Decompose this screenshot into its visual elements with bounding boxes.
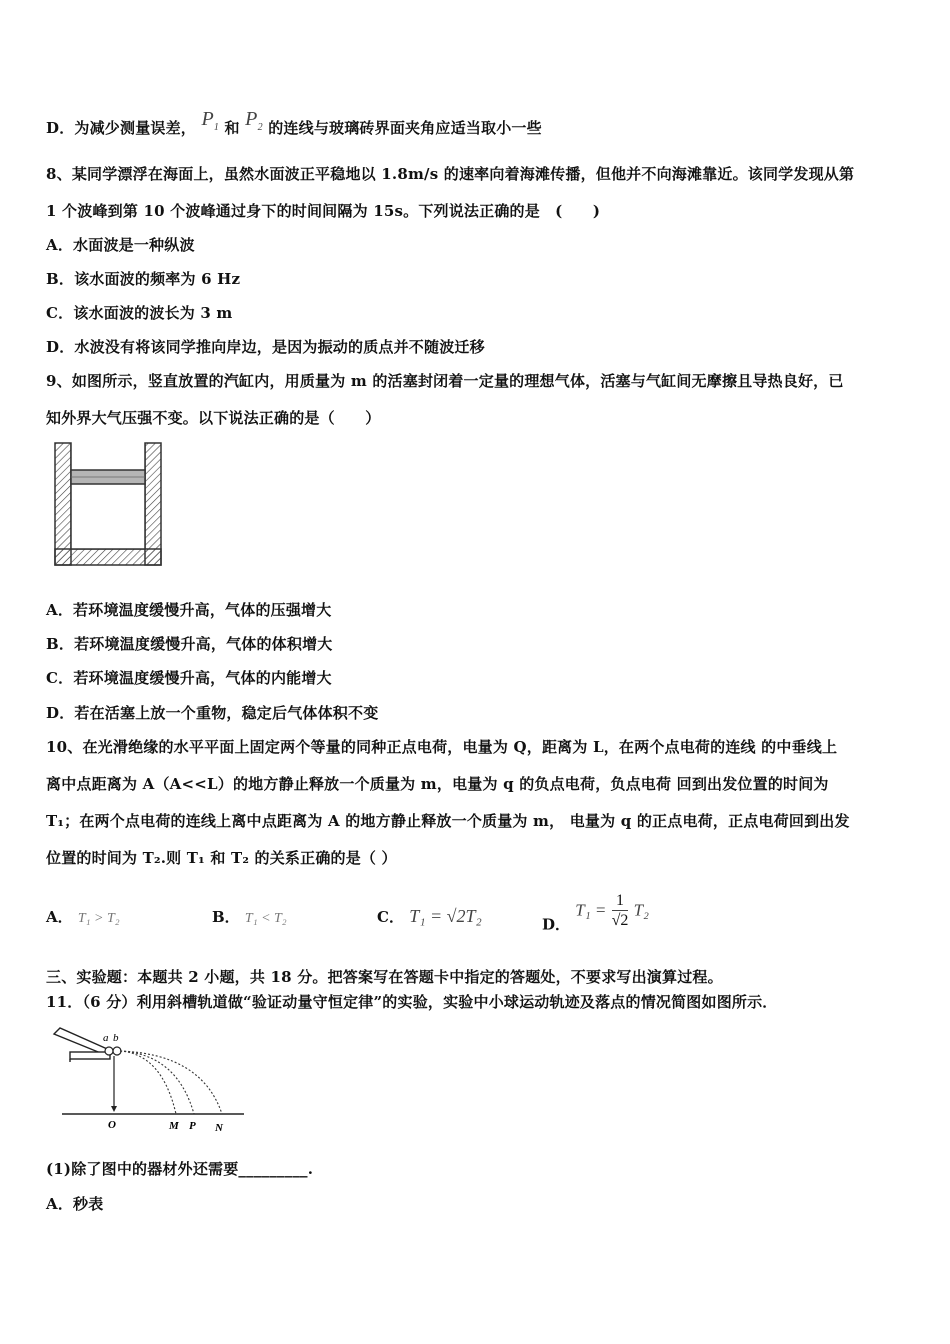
ball-b bbox=[113, 1047, 121, 1055]
q11-option-a: A．秒表 bbox=[46, 1195, 104, 1213]
label-n: N bbox=[215, 1122, 223, 1134]
q9-option-d: D．若在活塞上放一个重物，稳定后气体体积不变 bbox=[46, 704, 379, 722]
q8-option-c: C．该水面波的波长为 3 m bbox=[46, 304, 233, 322]
label-a: a bbox=[103, 1032, 109, 1044]
label-m: M bbox=[169, 1120, 179, 1132]
q10-option-d-lhs: T₁ = bbox=[575, 900, 607, 920]
q8-stem-line1: 8、某同学漂浮在海面上，虽然水面波正平稳地以 1.8m/s 的速率向着海滩传播，但他并不向海滩靠近。该同学发现从第 bbox=[46, 165, 855, 183]
p2-symbol: $P_2$ bbox=[245, 108, 263, 133]
q10-option-b-label: B． bbox=[212, 908, 240, 926]
q10-option-b-expr: T₁ < T₂ bbox=[244, 911, 287, 926]
ball-a bbox=[105, 1047, 113, 1055]
cylinder-left-wall bbox=[55, 443, 71, 565]
q9-option-b: B．若环境温度缓慢升高，气体的体积增大 bbox=[46, 635, 333, 653]
trajectory-n bbox=[120, 1051, 222, 1114]
q8-option-d: D．水波没有将该同学推向岸边，是因为振动的质点并不随波迁移 bbox=[46, 338, 485, 356]
trajectory-m bbox=[120, 1051, 176, 1114]
trajectory-p bbox=[120, 1051, 194, 1114]
q10-option-c bbox=[377, 906, 482, 927]
q10-option-d bbox=[542, 892, 649, 945]
cylinder-interior bbox=[71, 443, 145, 549]
q10-option-c-expr: T₁ = √2T₂ bbox=[409, 906, 482, 926]
q10-option-d-label: D． bbox=[542, 915, 571, 934]
chute-trajectory-figure bbox=[52, 1026, 252, 1134]
q10-option-a bbox=[46, 906, 120, 927]
q9-stem-line2: 知外界大气压强不变。以下说法正确的是（ ） bbox=[46, 409, 381, 427]
cylinder-bottom bbox=[55, 549, 161, 565]
q7-option-d-prefix: D．为减少测量误差， bbox=[46, 119, 197, 137]
cylinder-piston-figure bbox=[52, 440, 166, 568]
q8-option-b: B．该水面波的频率为 6 Hz bbox=[46, 270, 241, 288]
q10-options bbox=[46, 892, 906, 936]
q10-option-a-label: A． bbox=[46, 908, 73, 926]
q11-stem: 11．（6 分）利用斜槽轨道做“验证动量守恒定律”的实验，实验中小球运动轨迹及落点的情况简图如图所示． bbox=[46, 993, 778, 1011]
horizontal-track bbox=[70, 1052, 110, 1059]
q10-option-c-label: C． bbox=[377, 908, 404, 926]
q10-option-a-expr: T₁ > T₂ bbox=[77, 911, 120, 926]
fraction-numerator: 1 bbox=[612, 892, 629, 911]
q9-option-c: C．若环境温度缓慢升高，气体的内能增大 bbox=[46, 669, 332, 687]
q9-option-a: A．若环境温度缓慢升高，气体的压强增大 bbox=[46, 601, 332, 619]
section3-heading: 三、实验题：本题共 2 小题，共 18 分。把答案写在答题卡中指定的答题处，不要求写出演算过程。 bbox=[46, 968, 723, 986]
q7-option-d-mid: 和 bbox=[224, 119, 240, 137]
q10-stem-line3: T₁；在两个点电荷的连线上离中点距离为 A 的地方静止释放一个质量为 m， 电量为 q 的正点电荷，正点电荷回到出发 bbox=[46, 812, 850, 830]
fraction-denominator: √2 bbox=[611, 912, 629, 929]
q9-stem-line1: 9、如图所示，竖直放置的汽缸内，用质量为 m 的活塞封闭着一定量的理想气体，活塞与气缸间无摩擦且导热良好，已 bbox=[46, 372, 844, 390]
fraction bbox=[612, 892, 629, 931]
q7-option-d-suffix: 的连线与玻璃砖界面夹角应适当取小一些 bbox=[268, 119, 542, 137]
label-o: O bbox=[108, 1119, 116, 1131]
p1-symbol: $P_1$ bbox=[201, 108, 220, 133]
label-p: P bbox=[189, 1120, 196, 1132]
q10-stem-line4: 位置的时间为 T₂.则 T₁ 和 T₂ 的关系正确的是（ ） bbox=[46, 849, 397, 867]
q10-stem-line1: 10、在光滑绝缘的水平平面上固定两个等量的同种正点电荷，电量为 Q，距离为 L，在两个点电荷的连线 的中垂线上 bbox=[46, 738, 838, 756]
q10-option-b bbox=[212, 906, 287, 927]
q10-stem-line2: 离中点距离为 A（A<<L）的地方静止释放一个质量为 m，电量为 q 的负点电荷，负点电荷 回到出发位置的时间为 bbox=[46, 775, 829, 793]
label-b: b bbox=[113, 1032, 119, 1044]
q10-option-d-rhs: T₂ bbox=[633, 900, 649, 920]
cylinder-right-wall bbox=[145, 443, 161, 565]
q11-sub1: (1)除了图中的器材外还需要_________. bbox=[46, 1160, 314, 1178]
q8-stem-line2: 1 个波峰到第 10 个波峰通过身下的时间间隔为 15s。下列说法正确的是 ( ) bbox=[46, 202, 601, 220]
q7-option-d bbox=[46, 108, 542, 141]
q8-option-a: A．水面波是一种纵波 bbox=[46, 236, 195, 254]
q10-option-d-expr bbox=[575, 892, 649, 931]
